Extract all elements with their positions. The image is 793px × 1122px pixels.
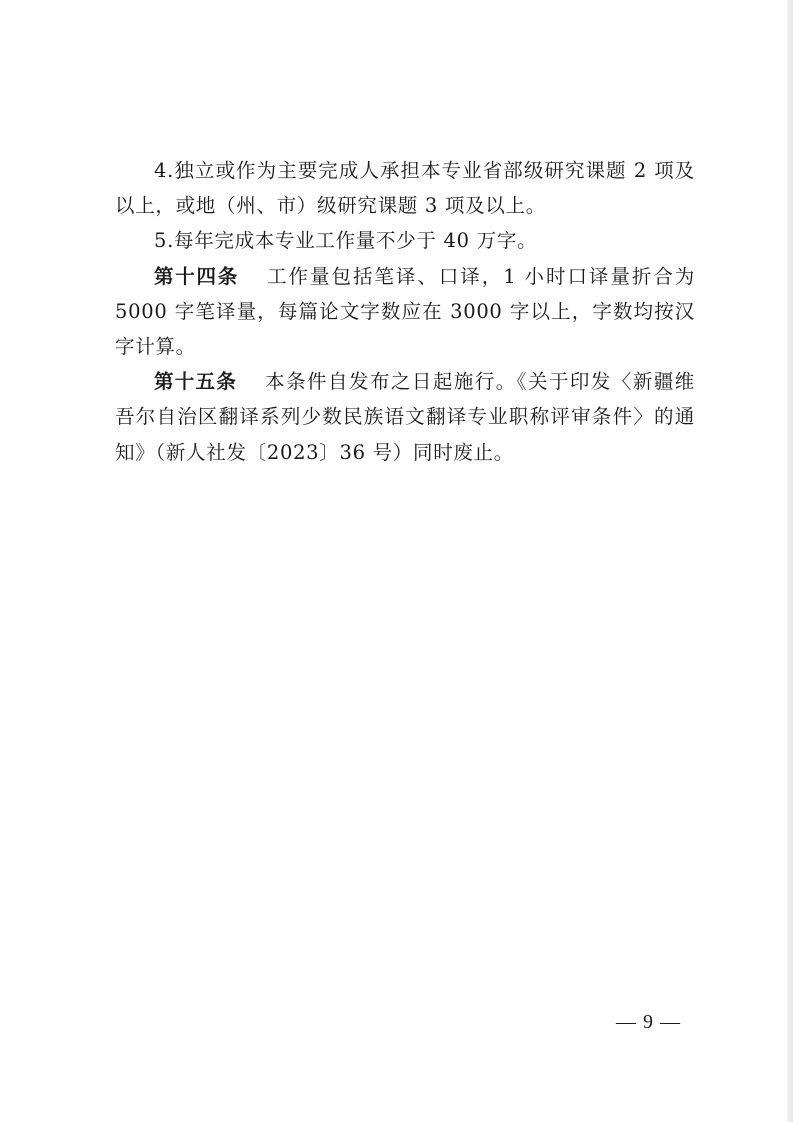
- article-15-heading: 第十五条: [154, 370, 238, 394]
- paragraph-item-4: 4.独立或作为主要完成人承担本专业省部级研究课题 2 项及以上，或地（州、市）级研究课题 3 项及以上。: [115, 159, 695, 218]
- page-number: — 9 —: [616, 1011, 681, 1033]
- article-15: [115, 364, 695, 470]
- article-15-body: 本条件自发布之日起施行。《关于印发〈新疆维吾尔自治区翻译系列少数民族语文翻译专业职称评审条件〉的通知》（新人社发〔2023〕36 号）同时废止。: [115, 370, 695, 464]
- article-14: [115, 259, 695, 365]
- article-14-body: 工作量包括笔译、口译，1 小时口译量折合为 5000 字笔译量，每篇论文字数应在 3000 字以上，字数均按汉字计算。: [115, 264, 695, 359]
- document-body: [115, 153, 695, 470]
- page-edge-shadow: [787, 0, 793, 1122]
- article-14-heading: 第十四条: [154, 264, 240, 288]
- paragraph-item-5: 5.每年完成本专业工作量不少于 40 万字。: [154, 229, 538, 253]
